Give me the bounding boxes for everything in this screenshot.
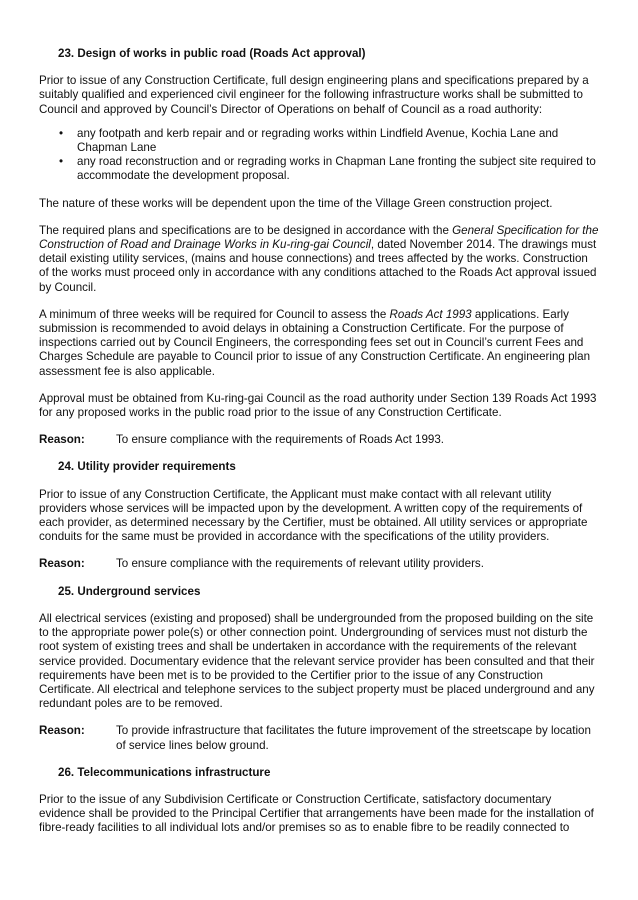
section-23-paragraph-1: Prior to issue of any Construction Certificate, full design engineering plans and specifications prepared by a suitably qualified and experienced civil engineer for the following infrastructure works shall be submitted to Council and approved by Council’s Director of Operations on behalf of Council as a road authority: — [39, 74, 589, 116]
section-heading-24: 24. Utility provider requirements — [58, 460, 236, 474]
list-item: • any road reconstruction and or regrading works in Chapman Lane fronting the subject site required to accommodate the development proposal. — [59, 155, 596, 183]
reason-text: To ensure compliance with the requirements of relevant utility providers. — [116, 557, 484, 571]
act-title-italic: Roads Act 1993 — [389, 307, 472, 321]
section-25-reason — [39, 724, 599, 752]
section-26-paragraph-1: Prior to the issue of any Subdivision Certificate or Construction Certificate, satisfactory documentary evidence shall be provided to the Principal Certifier that arrangements have been made for the installation of fibre-ready facilities to all individual lots and/or premises so as to enable fibre to be readily connected to — [39, 792, 594, 835]
reason-text: To ensure compliance with the requirements of Roads Act 1993. — [116, 433, 445, 447]
reason-label: Reason: — [39, 557, 85, 571]
reason-label: Reason: — [39, 433, 85, 447]
section-23-bullet-list — [39, 127, 599, 184]
list-item: • any footpath and kerb repair and or regrading works within Lindfield Avenue, Kochia Lane and Chapman Lane — [59, 126, 559, 155]
section-24-paragraph-1: Prior to issue of any Construction Certificate, the Applicant must make contact with all relevant utility providers whose services will be impacted upon by the development. A written copy of the requirements of each provider, as determined necessary by the Certifier, must be obtained. All utility services or appropriate conduits for the same must be provided in accordance with the specifications of the utility providers. — [39, 487, 588, 544]
section-23-reason — [39, 433, 599, 447]
section-24-reason — [39, 557, 599, 571]
section-heading-26: 26. Telecommunications infrastructure — [58, 765, 271, 779]
section-25-paragraph-1: All electrical services (existing and proposed) shall be undergrounded from the proposed building on the site to the appropriate power pole(s) or other connection point. Undergrounding of services must not disturb the root system of existing trees and shall be undertaken in accordance with the requirements of the relevant service provided. Documentary evidence that the relevant service provider has been consulted and that their requirements have been met is to be provided to the Certifier prior to the issue of any Construction Certificate. All electrical and telephone services to the subject property must be placed underground and any redundant poles are to be removed. — [39, 611, 595, 711]
section-heading-23: 23. Design of works in public road (Roads Act approval) — [58, 47, 366, 60]
section-23-paragraph-5: Approval must be obtained from Ku-ring-gai Council as the road authority under Section 139 Roads Act 1993 for any proposed works in the public road prior to the issue of any Construction Certificate. — [39, 391, 597, 420]
bullet-icon: • — [59, 155, 64, 169]
bullet-icon: • — [59, 126, 64, 140]
document-page — [39, 47, 599, 849]
spec-title-italic: General Specification for the Construction of Road and Drainage Works in Ku-ring-gai Council — [39, 223, 599, 252]
reason-label: Reason: — [39, 724, 85, 738]
reason-text: To provide infrastructure that facilitates the future improvement of the streetscape by location of service lines below ground. — [116, 724, 591, 752]
section-23-paragraph-4: A minimum of three weeks will be required for Council to assess the Roads Act 1993 applications. Early submission is recommended to avoid delays in obtaining a Construction Certificate. For the purpose of inspections carried out by Council Engineers, the corresponding fees set out in Council’s current Fees and Charges Schedule are payable to Council prior to issue of any Construction Certificate. An engineering plan assessment fee is also applicable. — [39, 307, 591, 378]
section-heading-25: 25. Underground services — [58, 584, 201, 598]
section-23-paragraph-2: The nature of these works will be dependent upon the time of the Village Green construction project. — [39, 196, 553, 210]
section-23-paragraph-3: The required plans and specifications are to be designed in accordance with the General Specification for the Construction of Road and Drainage Works in Ku-ring-gai Council, dated November 2014. The drawings must detail existing utility services, (mains and house connections) and trees affected by the works. Construction of the works must proceed only in accordance with any conditions attached to the Roads Act approval issued by Council. — [39, 223, 599, 294]
